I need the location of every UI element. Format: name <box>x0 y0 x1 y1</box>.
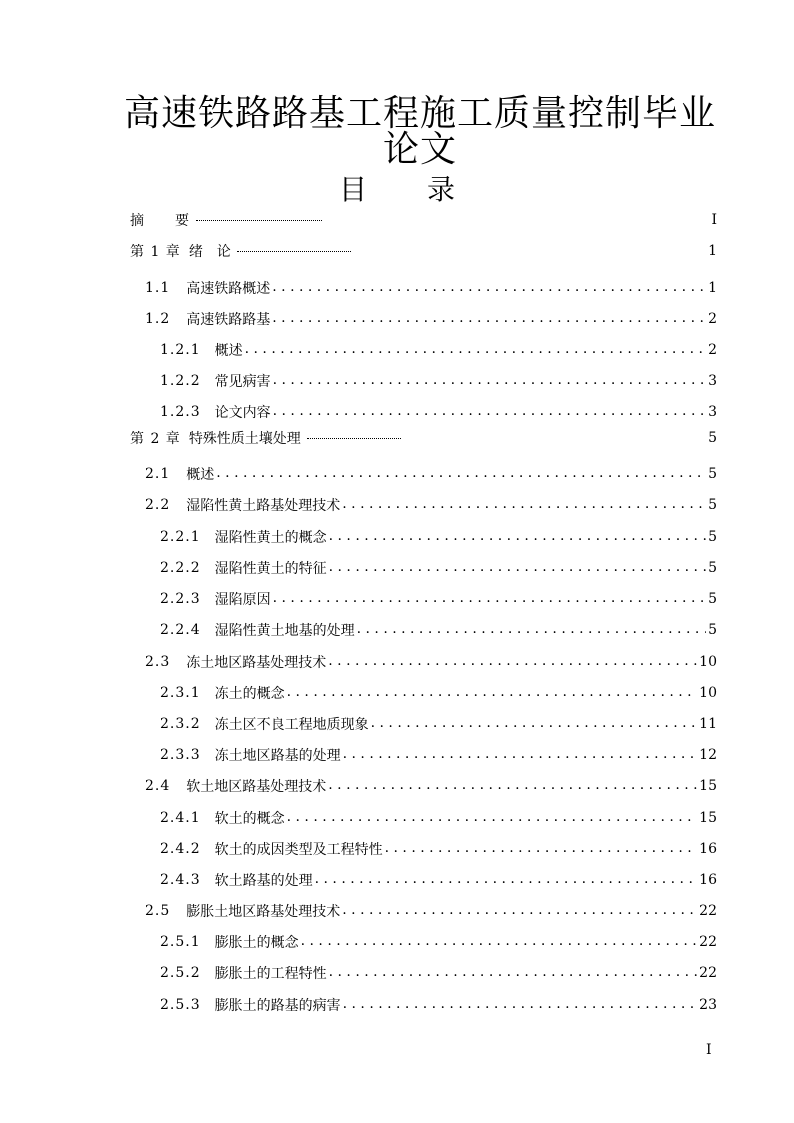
toc-entry-number: 2.4 <box>145 778 171 794</box>
toc-entry-page: 1 <box>708 243 717 259</box>
toc-entry-number: 2.5.2 <box>160 965 201 981</box>
toc-leader <box>343 748 698 762</box>
toc-entry-number: 2.5.1 <box>160 934 201 950</box>
toc-entry-title: 特殊性质土壤处理 <box>188 431 301 447</box>
toc-entry-page: 16 <box>699 872 717 888</box>
toc-entry-title: 冻土区不良工程地质现象 <box>214 717 369 733</box>
toc-entry-page: 5 <box>708 430 717 446</box>
toc-entry-1-2[interactable] <box>145 308 717 330</box>
toc-leader <box>329 966 698 980</box>
toc-entry-number: 2.3.2 <box>160 716 201 732</box>
toc-entry-page: I <box>711 212 717 228</box>
toc-entry-2-4-3[interactable] <box>160 869 717 891</box>
toc-entry-number: 1.2 <box>145 311 171 327</box>
toc-entry-number: 2.5 <box>145 903 171 919</box>
toc-entry-2-3-2[interactable] <box>160 713 717 735</box>
toc-entry-page: 5 <box>708 560 717 576</box>
toc-entry-2-4-1[interactable] <box>160 807 717 829</box>
toc-entry-chapter-1[interactable] <box>130 240 717 262</box>
toc-leader <box>315 873 698 887</box>
toc-entry-page: 5 <box>708 466 717 482</box>
toc-entry-page: 11 <box>699 716 717 732</box>
toc-leader <box>237 241 351 252</box>
page-number-footer: I <box>706 1042 712 1058</box>
toc-leader <box>371 717 698 731</box>
toc-entry-number: 2.3.3 <box>160 747 201 763</box>
toc-entry-title: 湿陷性黄土的概念 <box>214 530 327 546</box>
toc-entry-number: 2.2 <box>145 497 171 513</box>
toc-entry-title: 软土地区路基处理技术 <box>186 779 327 795</box>
toc-entry-number: 2.1 <box>145 466 171 482</box>
toc-entry-title: 冻土地区路基处理技术 <box>186 655 327 671</box>
toc-entry-number: 2.3.1 <box>160 685 201 701</box>
toc-entry-page: 2 <box>708 311 717 327</box>
toc-entry-number: 2.2.4 <box>160 622 201 638</box>
toc-leader <box>273 592 706 606</box>
toc-entry-2-3-1[interactable] <box>160 682 717 704</box>
toc-leader <box>357 623 706 637</box>
toc-entry-number: 1.2.2 <box>160 373 201 389</box>
document-title-line-1: 高速铁路路基工程施工质量控制毕业 <box>123 93 716 134</box>
toc-entry-number: 2.2.2 <box>160 560 201 576</box>
toc-leader <box>329 530 706 544</box>
toc-entry-2-1[interactable] <box>145 463 717 485</box>
toc-entry-page: 2 <box>708 342 717 358</box>
toc-entry-2-3[interactable] <box>145 651 717 673</box>
toc-entry-title: 膨胀土的路基的病害 <box>214 998 341 1014</box>
toc-entry-2-4-2[interactable] <box>160 838 717 860</box>
toc-leader <box>307 428 401 439</box>
toc-entry-number: 2.3 <box>145 654 171 670</box>
toc-leader <box>272 312 706 326</box>
toc-entry-page: 5 <box>708 497 717 513</box>
toc-leader <box>342 498 706 512</box>
toc-entry-1-2-3[interactable] <box>160 401 717 423</box>
toc-entry-number: 1.1 <box>145 280 171 296</box>
toc-heading-char-1: 目 <box>338 173 367 206</box>
toc-entry-title: 概述 <box>214 343 243 359</box>
toc-leader <box>216 467 706 481</box>
toc-entry-title: 湿陷性黄土路基处理技术 <box>186 498 341 514</box>
toc-entry-title: 湿陷性黄土地基的处理 <box>214 623 355 639</box>
toc-entry-title: 膨胀土的概念 <box>214 935 299 951</box>
toc-entry-title: 软土的概念 <box>214 811 285 827</box>
toc-entry-title: 高速铁路路基 <box>186 312 271 328</box>
toc-entry-page: 22 <box>699 965 717 981</box>
toc-entry-1-2-2[interactable] <box>160 370 717 392</box>
toc-entry-page: 12 <box>699 747 717 763</box>
toc-entry-page: 5 <box>708 529 717 545</box>
toc-entry-number: 2.4.1 <box>160 810 201 826</box>
toc-entry-chapter-2[interactable] <box>130 427 717 449</box>
toc-entry-page: 15 <box>699 810 717 826</box>
toc-entry-title: 膨胀土地区路基处理技术 <box>186 904 341 920</box>
toc-entry-2-5[interactable] <box>145 900 717 922</box>
toc-entry-title: 软土路基的处理 <box>214 873 313 889</box>
toc-entry-title: 常见病害 <box>214 374 271 390</box>
toc-leader <box>287 686 698 700</box>
toc-entry-number: 第 2 章 <box>130 431 181 447</box>
toc-entry-page: 23 <box>699 997 717 1013</box>
toc-entry-title: 膨胀土的工程特性 <box>214 966 327 982</box>
document-title-line-2: 论文 <box>382 129 457 170</box>
toc-heading <box>0 172 794 208</box>
toc-entry-2-4[interactable] <box>145 775 717 797</box>
toc-entry-number: 1.2.1 <box>160 342 201 358</box>
toc-entry-number: 2.4.2 <box>160 841 201 857</box>
toc-entry-number: 2.5.3 <box>160 997 201 1013</box>
toc-entry-page: 3 <box>708 404 717 420</box>
toc-entry-title: 高速铁路概述 <box>186 281 271 297</box>
toc-entry-1-1[interactable] <box>145 277 717 299</box>
toc-entry-2-2-2[interactable] <box>160 557 717 579</box>
toc-entry-2-2-1[interactable] <box>160 526 717 548</box>
toc-entry-title: 绪 论 <box>188 244 231 260</box>
toc-leader <box>328 779 697 793</box>
toc-entry-title: 概述 <box>186 467 215 483</box>
toc-entry-2-5-1[interactable] <box>160 931 717 953</box>
toc-entry-2-2-4[interactable] <box>160 619 717 641</box>
toc-entry-page: 5 <box>708 591 717 607</box>
toc-entry-number: 2.2.3 <box>160 591 201 607</box>
toc-entry-2-5-2[interactable] <box>160 962 717 984</box>
toc-entry-2-2[interactable] <box>145 494 717 516</box>
toc-entry-title: 软土的成因类型及工程特性 <box>214 842 383 858</box>
toc-entry-page: 1 <box>708 280 717 296</box>
toc-entry-page: 10 <box>699 654 717 670</box>
toc-entry-number: 2.4.3 <box>160 872 201 888</box>
toc-leader <box>273 405 706 419</box>
toc-leader <box>287 811 698 825</box>
toc-entry-page: 22 <box>699 903 717 919</box>
toc-leader <box>273 374 706 388</box>
toc-leader <box>196 210 322 221</box>
toc-leader <box>245 343 706 357</box>
toc-entry-page: 10 <box>699 685 717 701</box>
toc-entry-number: 2.2.1 <box>160 529 201 545</box>
toc-entry-1-2-1[interactable] <box>160 339 717 361</box>
toc-entry-2-2-3[interactable] <box>160 588 717 610</box>
toc-leader <box>329 561 706 575</box>
toc-entry-number: 1.2.3 <box>160 404 201 420</box>
toc-leader <box>301 935 698 949</box>
toc-heading-char-2: 录 <box>427 173 456 206</box>
toc-entry-title: 论文内容 <box>214 405 271 421</box>
toc-entry-number: 第 1 章 <box>130 244 181 260</box>
toc-entry-abstract[interactable] <box>130 209 717 231</box>
toc-entry-page: 22 <box>699 934 717 950</box>
toc-entry-page: 15 <box>699 778 717 794</box>
toc-entry-page: 3 <box>708 373 717 389</box>
toc-entry-page: 16 <box>699 841 717 857</box>
toc-entry-title: 湿陷性黄土的特征 <box>214 561 327 577</box>
toc-leader <box>343 998 698 1012</box>
toc-leader <box>385 842 698 856</box>
toc-entry-2-3-3[interactable] <box>160 744 717 766</box>
toc-leader <box>342 904 697 918</box>
toc-leader <box>328 655 697 669</box>
toc-entry-2-5-3[interactable] <box>160 994 717 1016</box>
toc-entry-title: 冻土的概念 <box>214 686 285 702</box>
toc-entry-page: 5 <box>708 622 717 638</box>
toc-leader <box>272 281 706 295</box>
toc-entry-title: 湿陷原因 <box>214 592 271 608</box>
toc-entry-label: 摘 要 <box>130 213 190 229</box>
toc-entry-title: 冻土地区路基的处理 <box>214 748 341 764</box>
